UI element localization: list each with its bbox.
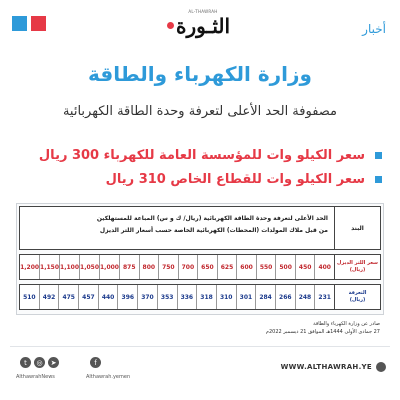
tariff-cell: 310 (216, 285, 236, 309)
social-handle-facebook[interactable]: Althawrah.yemen (86, 374, 131, 380)
red-square-decoration (31, 16, 46, 31)
tariff-row (19, 284, 381, 310)
globe-icon (376, 362, 386, 372)
tariff-cell: 284 (255, 285, 275, 309)
bullet-text: سعر الكيلو وات للمؤسسة العامة للكهرباء 300 ريال (38, 148, 365, 163)
table-description-line: الحد الأعلى لتعرفة وحدة الطاقة الكهربائية (ريال/ ك و س) المباعة للمستهلكين (96, 215, 328, 222)
row-label-text: سعر اللتر الديزل (337, 260, 378, 266)
diesel-price-cell: 800 (139, 255, 159, 279)
bullet-text: سعر الكيلو وات للقطاع الخاص 310 ريال (105, 172, 365, 187)
tariff-cell: 510 (23, 293, 36, 301)
tariff-cell: 266 (275, 285, 295, 309)
diesel-price-cell: 400 (314, 255, 334, 279)
tariff-cell: 440 (98, 285, 118, 309)
diesel-price-cell: 550 (256, 255, 276, 279)
diesel-price-cell: 1,000 (99, 255, 119, 279)
logo-main-text: الثـورة (175, 14, 230, 38)
diesel-price-cell: 875 (119, 255, 139, 279)
diesel-price-cell: 1,100 (59, 255, 79, 279)
row-label-unit: (ريال) (349, 297, 366, 303)
diesel-price-cell: 750 (158, 255, 178, 279)
page-title: وزارة الكهرباء والطاقة (88, 62, 312, 86)
website-url: WWW.ALTHAWRAH.YE (280, 363, 372, 371)
instagram-icon[interactable]: ◎ (34, 357, 45, 368)
source-line: صادر عن وزارة الكهرباء والطاقة (313, 321, 380, 327)
table-description-line: من قبل ملاك المولدات (المحطات) الكهربائية الخاصة حسب أسعار اللتر الديزل (99, 227, 328, 234)
table-header (19, 206, 381, 250)
facebook-group (90, 357, 101, 368)
diesel-price-cell: 625 (217, 255, 237, 279)
telegram-icon[interactable]: ➤ (48, 357, 59, 368)
table-item-header: البند (334, 207, 380, 249)
tariff-cell: 353 (157, 285, 177, 309)
diesel-price-cell: 450 (295, 255, 315, 279)
tariff-table (16, 203, 384, 315)
social-icons-group (20, 357, 59, 368)
twitter-icon[interactable]: t (20, 357, 31, 368)
source-date: 27 جمادى الأولى 1444هـ الموافق 21 ديسمبر 2022م (265, 329, 380, 335)
bullet-public-price (20, 148, 382, 163)
diesel-price-cell: 1,150 (39, 255, 59, 279)
bullet-private-price (20, 172, 382, 187)
tariff-cell: 231 (314, 285, 334, 309)
bullet-square-icon (375, 152, 382, 159)
tariff-cell: 396 (117, 285, 137, 309)
row-label-text: التعرفة (348, 290, 367, 296)
diesel-price-cell: 1,050 (79, 255, 99, 279)
tariff-cell: 370 (137, 285, 157, 309)
diesel-price-cell: 500 (275, 255, 295, 279)
tariff-row-label (334, 285, 380, 309)
bullet-square-icon (375, 176, 382, 183)
tariff-cell: 336 (177, 285, 197, 309)
tariff-cell: 248 (295, 285, 315, 309)
social-handle-news[interactable]: AlthawrahNews (16, 374, 55, 380)
tariff-cell: 318 (196, 285, 216, 309)
diesel-price-cell: 650 (197, 255, 217, 279)
blue-square-decoration (12, 16, 27, 31)
row-label-unit: (ريال) (349, 267, 366, 273)
footer-divider (10, 346, 390, 347)
tariff-cell: 301 (236, 285, 256, 309)
logo-small-text: AL-THAWRAH (188, 9, 218, 14)
source-note (130, 320, 380, 336)
table-description (26, 213, 328, 237)
facebook-icon[interactable]: f (90, 357, 101, 368)
diesel-price-cell: 700 (178, 255, 198, 279)
tariff-cell: 457 (78, 285, 98, 309)
althawrah-logo[interactable] (165, 8, 241, 38)
website-link[interactable] (281, 362, 386, 372)
diesel-price-row (19, 254, 381, 280)
page-subtitle: مصفوفة الحد الأعلى لتعرفة وحدة الطاقة الكهربائية (62, 104, 338, 119)
diesel-price-row-label (334, 255, 380, 279)
tariff-cell: 492 (39, 285, 59, 309)
diesel-price-cell: 1,200 (20, 263, 40, 271)
section-label[interactable]: أخبار (362, 22, 386, 36)
diesel-price-cell: 600 (236, 255, 256, 279)
tariff-cell: 475 (58, 285, 78, 309)
